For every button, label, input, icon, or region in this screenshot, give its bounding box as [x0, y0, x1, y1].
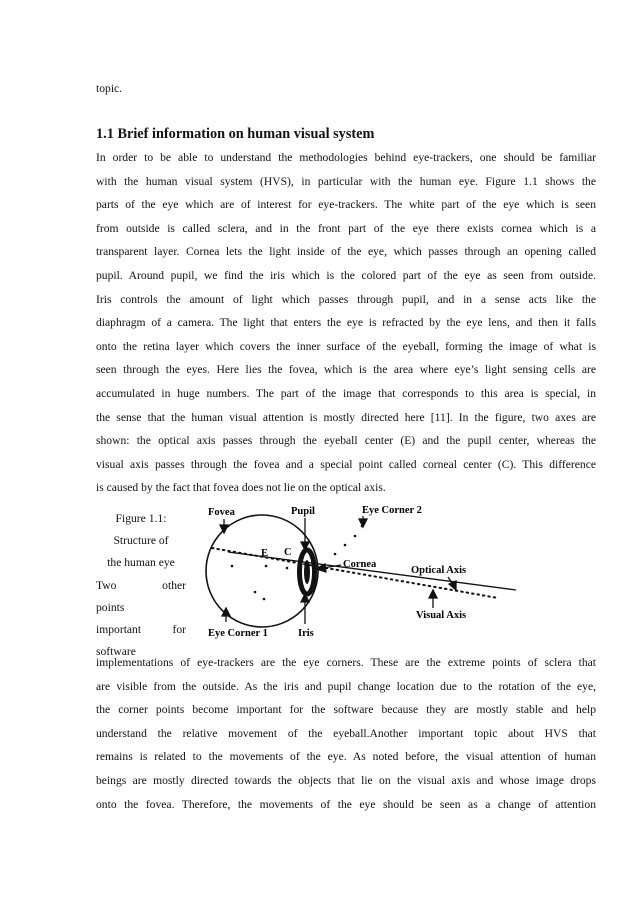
label-pupil: Pupil [291, 506, 315, 517]
eye-structure-diagram [198, 498, 528, 643]
paragraph-hvs-intro [96, 146, 596, 500]
label-cornea: Cornea [343, 559, 377, 570]
wrap-text-line: important for [96, 623, 186, 637]
text-line: from outside is called sclera, and in the front part of the eye there exists cornea which is a [96, 221, 596, 235]
text-line: the corner points become important for the software because they are mostly stable and help [96, 703, 596, 717]
figure-caption-block [96, 508, 186, 663]
text-line: seen through the eyes. Here lies the fovea, which is the area where eye’s light sensing cells are [96, 363, 596, 377]
dot-marker [265, 565, 268, 568]
dot-marker [354, 535, 357, 538]
text-line: accumulated in huge numbers. The part of the image that corresponds to this area is special, in [96, 386, 596, 400]
dot-marker [334, 553, 337, 556]
figure-caption-line: the human eye [107, 556, 175, 570]
text-line: with the human visual system (HVS), in particular with the human eye. Figure 1.1 shows the [96, 174, 596, 188]
text-line: the sense that the human visual attention is mostly directed here [11]. In the figure, two axes are [96, 410, 596, 424]
text-line: transparent layer. Cornea lets the light inside of the eye, which passes through an opening called [96, 245, 596, 259]
figure-caption-line: Structure of [113, 534, 169, 548]
text-line: understand the relative movement of the eyeball.Another important topic about HVS that [96, 726, 596, 740]
text-line: are visible from the outside. As the iris and pupil change location due to the rotation of the eye, [96, 679, 596, 693]
figure-caption-line: Figure 1.1: [115, 512, 167, 525]
dot-marker [286, 567, 289, 570]
text-line: remains is related to the movements of the eye. As noted before, the visual attention of human [96, 750, 596, 764]
label-optical-axis: Optical Axis [411, 565, 467, 576]
text-line: is caused by the fact that fovea does not lie on the optical axis. [96, 481, 386, 495]
dot-marker [254, 591, 257, 594]
label-fovea: Fovea [208, 507, 235, 518]
section-heading: 1.1 Brief information on human visual system [96, 126, 375, 142]
label-c: C [284, 547, 292, 558]
text-line: visual axis passes through the fovea and a special point called corneal center (C). This difference [96, 457, 596, 471]
label-iris: Iris [298, 628, 314, 639]
label-eye-corner-1: Eye Corner 1 [208, 628, 268, 639]
wrap-text-line: points [96, 600, 125, 614]
dot-marker [231, 565, 234, 568]
text-line: onto the retina layer which covers the inner surface of the eyeball, forming the image of what is [96, 339, 596, 353]
arrowhead-icon [429, 590, 437, 598]
text-line: onto the fovea. Therefore, the movements of the eye should be seen as a change of attention [96, 797, 596, 811]
text-line: pupil. Around pupil, we find the iris which is the colored part of the eye as seen from outside. [96, 268, 596, 282]
text-line: Iris controls the amount of light which passes through pupil, and in a sense acts like the [96, 292, 596, 306]
wrap-text-line: software [96, 645, 136, 659]
label-e: E [261, 548, 269, 559]
label-visual-axis: Visual Axis [416, 610, 467, 621]
dot-marker [263, 598, 266, 601]
text-line: parts of the eye which are of interest for eye-trackers. The white part of the eye which is seen [96, 198, 596, 212]
arrowhead-icon [449, 581, 456, 590]
paragraph-eye-corners [96, 651, 596, 816]
arrowhead-icon [359, 519, 367, 527]
text-line: beings are mostly directed towards the objects that lie on the visual axis and whose image drops [96, 773, 596, 787]
text-line: In order to be able to understand the methodologies behind eye-trackers, one should be familiar [96, 151, 596, 164]
carryover-word: topic. [96, 82, 123, 95]
wrap-text-line: Two other [96, 578, 186, 592]
visual-axis-line [228, 552, 516, 590]
dot-marker [344, 544, 347, 547]
text-line: implementations of eye-trackers are the eye corners. These are the extreme points of sclera that [96, 656, 596, 669]
text-line: diaphragm of a camera. The light that enters the eye is refracted by the eye lens, and then it falls [96, 316, 596, 330]
label-eye-corner-2: Eye Corner 2 [362, 505, 422, 516]
text-line: shown: the optical axis passes through the eyeball center (E) and the pupil center, whereas the [96, 434, 596, 448]
